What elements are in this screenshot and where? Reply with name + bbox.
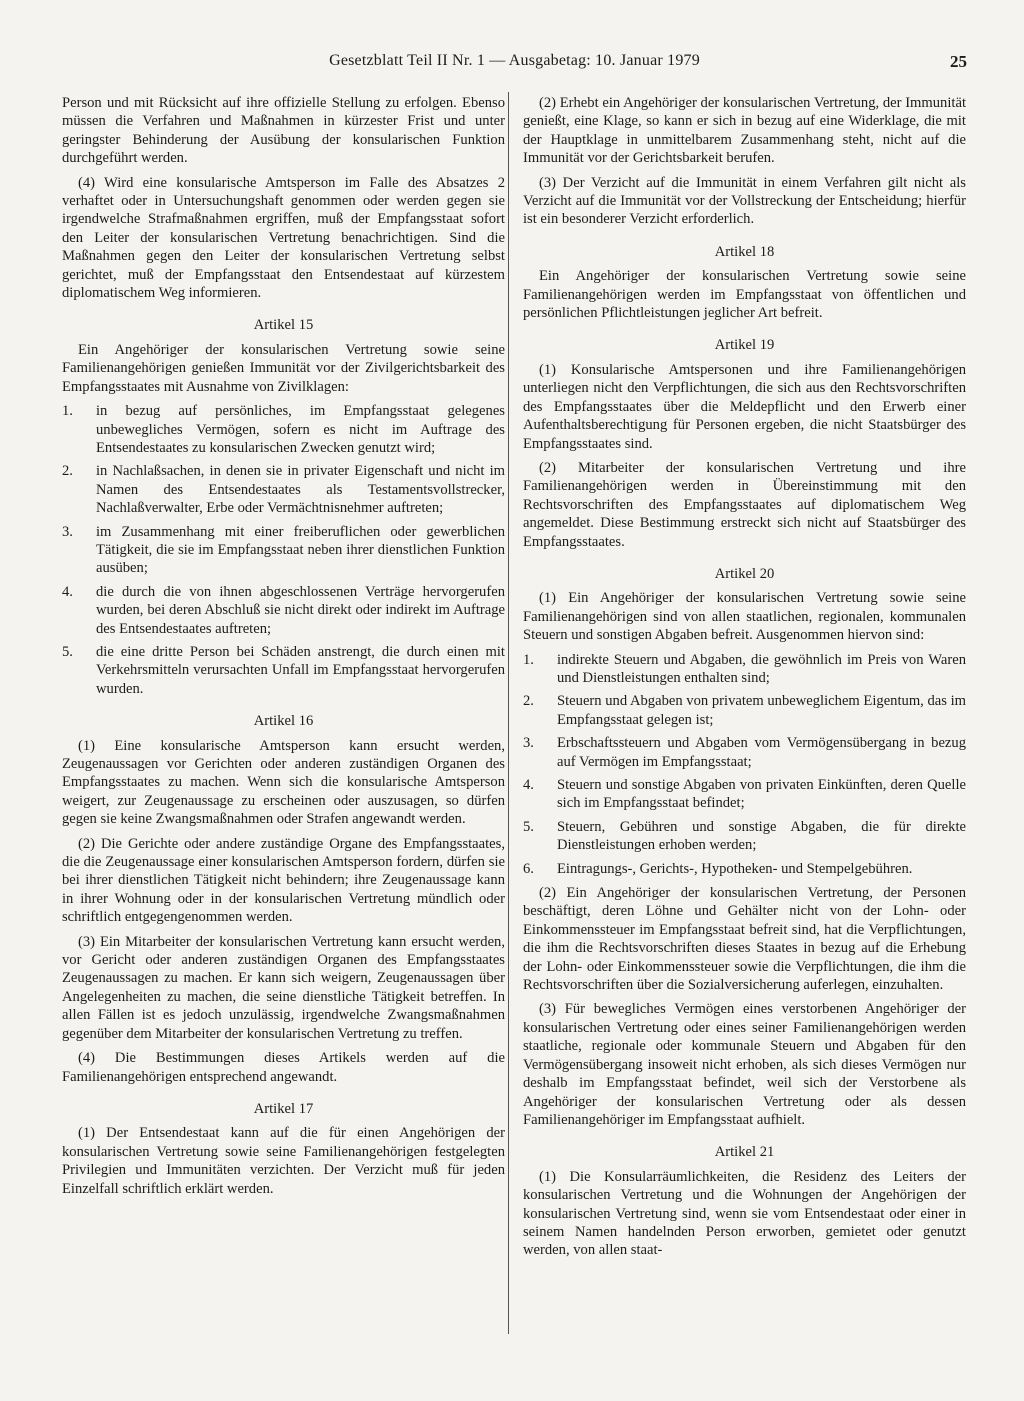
- list-number: 3.: [523, 735, 534, 752]
- list-item: [523, 734, 966, 771]
- article-15-heading: Artikel 15: [253, 317, 314, 334]
- list-text: Steuern und Abgaben von privatem unbeweglichem Eigentum, das im Empfangsstaat gelegen ist;: [557, 693, 966, 728]
- article-20-heading: Artikel 20: [714, 565, 775, 582]
- page-header: [62, 52, 967, 76]
- list-item: [62, 583, 505, 638]
- list-text: Eintragungs-, Gerichts-, Hypotheken- und Stempelgebühren.: [557, 860, 913, 877]
- list-item: [62, 643, 505, 698]
- list-text: im Zusammenhang mit einer freiberuflichen oder gewerblichen Tätigkeit, die sie im Empfangsstaat neben ihrer dienstlichen Funktion ausüben;: [96, 523, 505, 577]
- list-text: Steuern, Gebühren und sonstige Abgaben, die für direkte Dienstleistungen erhoben werden;: [557, 818, 966, 854]
- list-text: indirekte Steuern und Abgaben, die gewöhnlich im Preis von Waren und Dienstleistungen enthalten sind;: [557, 651, 966, 686]
- paragraph: (1) Ein Angehöriger der konsularischen Vertretung sowie seine Familienangehörigen sind von allen staatlichen, regionalen, kommunalen Steuern und sonstigen Abgaben befreit. Ausgenommen hiervon sind:: [523, 590, 966, 644]
- list-item: [523, 818, 966, 855]
- paragraph: (3) Ein Mitarbeiter der konsularischen Vertretung kann ersucht werden, vor Gericht oder anderen zuständigen Organen des Empfangsstaates Zeugenaussagen zu machen. Er kann sich weigern, Zeugenaussagen über Angelegenheiten zu machen, die seine dienstliche Tätigkeit betreffen. In allen Fällen ist es jedoch unzulässig, irgendwelche Zwangsmaßnahmen gegenüber dem Mitarbeiter der konsularischen Vertretung zu treffen.: [62, 933, 505, 1042]
- paragraph: (1) Konsularische Amtspersonen und ihre Familienangehörigen unterliegen nicht den Verpflichtungen, die sich aus den Rechtsvorschriften des Empfangsstaates über die Meldepflicht und den Erwerb einer Aufenthaltsberechtigung für Personen ergeben, die nicht Staatsbürger des Empfangsstaates sind.: [523, 361, 966, 452]
- list-item: [62, 523, 505, 578]
- list-item: [523, 692, 966, 729]
- list-text: in Nachlaßsachen, in denen sie in privater Eigenschaft und nicht im Namen des Entsendestaates als Testamentsvollstrecker, Nachlaßverwalter, Erbe oder Vermächtnisnehmer auftreten;: [96, 463, 505, 517]
- page-number: 25: [950, 52, 967, 71]
- list-item: [523, 651, 966, 688]
- list-number: 5.: [523, 818, 534, 835]
- list-number: 1.: [62, 403, 73, 420]
- list-number: 2.: [523, 693, 534, 710]
- paragraph: (1) Die Konsularräumlichkeiten, die Residenz des Leiters der konsularischen Vertretung und die Wohnungen der Angehörigen der konsularischen Vertretung sind, wenn sie vom Entsendestaat oder einer in seinem Namen handelnden Person erworben, gemietet oder genutzt werden, von allen staat-: [523, 1168, 966, 1259]
- list-text: in bezug auf persönliches, im Empfangsstaat gelegenes unbewegliches Vermögen, sofern es nicht im Auftrage des Entsendestaates zu konsularischen Zwecken genutzt wird;: [96, 403, 505, 456]
- list-item: [62, 462, 505, 517]
- paragraph: (2) Erhebt ein Angehöriger der konsularischen Vertretung, der Immunität genießt, eine Klage, so kann er sich in bezug auf eine Widerklage, die mit der Hauptklage in unmittelbarem Zusammenhang steht, nicht auf die Immunität vor der Gerichtsbarkeit berufen.: [523, 95, 966, 167]
- paragraph: (1) Eine konsularische Amtsperson kann ersucht werden, Zeugenaussagen vor Gerichten oder anderen zuständigen Organen des Empfangsstaates zu machen. Wenn sich die konsularische Amtsperson weigert, zur Zeugenaussage zu erscheinen oder auszusagen, so dürfen gegen sie keine Zwangsmaßnahmen oder Strafen angewandt werden.: [62, 737, 505, 828]
- list-number: 2.: [62, 463, 73, 480]
- list-number: 4.: [62, 583, 73, 600]
- list-text: Erbschaftssteuern und Abgaben vom Vermögensübergang in bezug auf Vermögen im Empfangsstaat;: [557, 735, 966, 770]
- list-number: 3.: [62, 523, 73, 540]
- list-text: die durch die von ihnen abgeschlossenen Verträge hervorgerufen wurden, bei deren Abschluß sie nicht direkt oder indirekt im Auftrage des Entsendestaates auftreten;: [96, 583, 505, 637]
- paragraph: (3) Der Verzicht auf die Immunität in einem Verfahren gilt nicht als Verzicht auf die Immunität vor der Vollstreckung der Entscheidung; hierfür ist ein besonderer Verzicht erforderlich.: [523, 174, 966, 228]
- column-divider: [508, 92, 509, 1334]
- list-number: 1.: [523, 651, 534, 668]
- paragraph: (4) Wird eine konsularische Amtsperson im Falle des Absatzes 2 verhaftet oder in Untersuchungshaft genommen oder werden gegen sie irgendwelche Strafmaßnahmen ergriffen, muß der Empfangsstaat sofort den Leiter der konsularischen Vertretung benachrichtigen. Sind die Maßnahmen gegen den Leiter der konsularischen Vertretung selbst gerichtet, muß der Empfangsstaat den Entsendestaat auf kürzestem diplomatischem Weg informieren.: [62, 174, 505, 302]
- right-column: [523, 94, 966, 1266]
- list-text: die eine dritte Person bei Schäden anstrengt, die durch einen mit Verkehrsmitteln verursachten Unfall im Empfangsstaat hervorgerufen wurden.: [96, 643, 505, 697]
- list-text: Steuern und sonstige Abgaben von privaten Einkünften, deren Quelle sich im Empfangsstaat befindet;: [557, 777, 966, 812]
- list-number: 5.: [62, 643, 73, 660]
- paragraph: Ein Angehöriger der konsularischen Vertretung sowie seine Familienangehörigen genießen Immunität vor der Zivilgerichtsbarkeit des Empfangsstaates mit Ausnahme von Zivilklagen:: [62, 341, 505, 395]
- list-item: [523, 860, 966, 878]
- list-number: 6.: [523, 860, 534, 877]
- paragraph: (4) Die Bestimmungen dieses Artikels werden auf die Familienangehörigen entsprechend angewandt.: [62, 1050, 505, 1085]
- gazette-title: Gesetzblatt Teil II Nr. 1 — Ausgabetag: 10. Januar 1979: [329, 52, 700, 69]
- paragraph: (2) Ein Angehöriger der konsularischen Vertretung, der Personen beschäftigt, deren Löhne und Gehälter nicht von der Lohn- oder Einkommenssteuer im Empfangsstaat befreit sind, hat die Verpflichtungen, die ihm die Rechtsvorschriften dieses Staates in bezug auf die Erhebung der Lohn- oder Einkommenssteuer sowie die Verpflichtungen, die ihm die Rechtsvorschriften über die Sozialversicherung auferlegen, einzuhalten.: [523, 885, 966, 994]
- list-item: [62, 402, 505, 457]
- paragraph: (3) Für bewegliches Vermögen eines verstorbenen Angehöriger der konsularischen Vertretung oder eines seiner Familienangehörigen werden staatliche, regionale oder kommunale Steuern und Abgaben für den Vermögensübergang insoweit nicht erhoben, als sich dieses Vermögen nur deshalb im Empfangsstaat befindet, weil sich der Verstorbene als Angehöriger der konsularischen Vertretung oder als dessen Familienangehöriger im Empfangsstaat aufhielt.: [523, 1001, 966, 1128]
- article-20-list: [523, 651, 966, 878]
- paragraph: (2) Mitarbeiter der konsularischen Vertretung und ihre Familienangehörigen werden in Übereinstimmung mit den Rechtsvorschriften des Empfangsstaates auf diplomatischem Weg angemeldet. Diese Bestimmung erstreckt sich nicht auf Staatsbürger des Empfangsstaates.: [523, 459, 966, 550]
- paragraph: (1) Der Entsendestaat kann auf die für einen Angehörigen der konsularischen Vertretung sowie seine Familienangehörigen festgelegten Privilegien und Immunitäten verzichten. Der Verzicht muß für jeden Einzelfall schriftlich erklärt werden.: [62, 1125, 505, 1197]
- paragraph: (2) Die Gerichte oder andere zuständige Organe des Empfangsstaates, die die Zeugenaussage einer konsularischen Amtsperson fordern, dürfen sie bei ihrer dienstlichen Tätigkeit nicht behindern; ihre Zeugenaussage kann in ihrer Wohnung oder in der konsularischen Vertretung mündlich oder schriftlich entgegengenommen werden.: [62, 835, 505, 926]
- left-column: [62, 94, 505, 1204]
- paragraph: Person und mit Rücksicht auf ihre offizielle Stellung zu erfolgen. Ebenso müssen die Verfahren und Maßnahmen in kürzester Frist und unter geringster Behinderung der Ausübung der konsularischen Funktion durchgeführt werden.: [62, 95, 505, 167]
- article-15-list: [62, 402, 505, 698]
- list-item: [523, 776, 966, 813]
- list-number: 4.: [523, 777, 534, 793]
- article-21-heading: Artikel 21: [714, 1144, 775, 1161]
- article-17-heading: Artikel 17: [253, 1100, 314, 1117]
- article-19-heading: Artikel 19: [714, 337, 775, 354]
- article-16-heading: Artikel 16: [253, 713, 314, 730]
- paragraph: Ein Angehöriger der konsularischen Vertretung sowie seine Familienangehörigen werden im Empfangsstaat von öffentlichen und persönlichen Pflichtleistungen jeglicher Art befreit.: [523, 268, 966, 322]
- article-18-heading: Artikel 18: [714, 243, 775, 260]
